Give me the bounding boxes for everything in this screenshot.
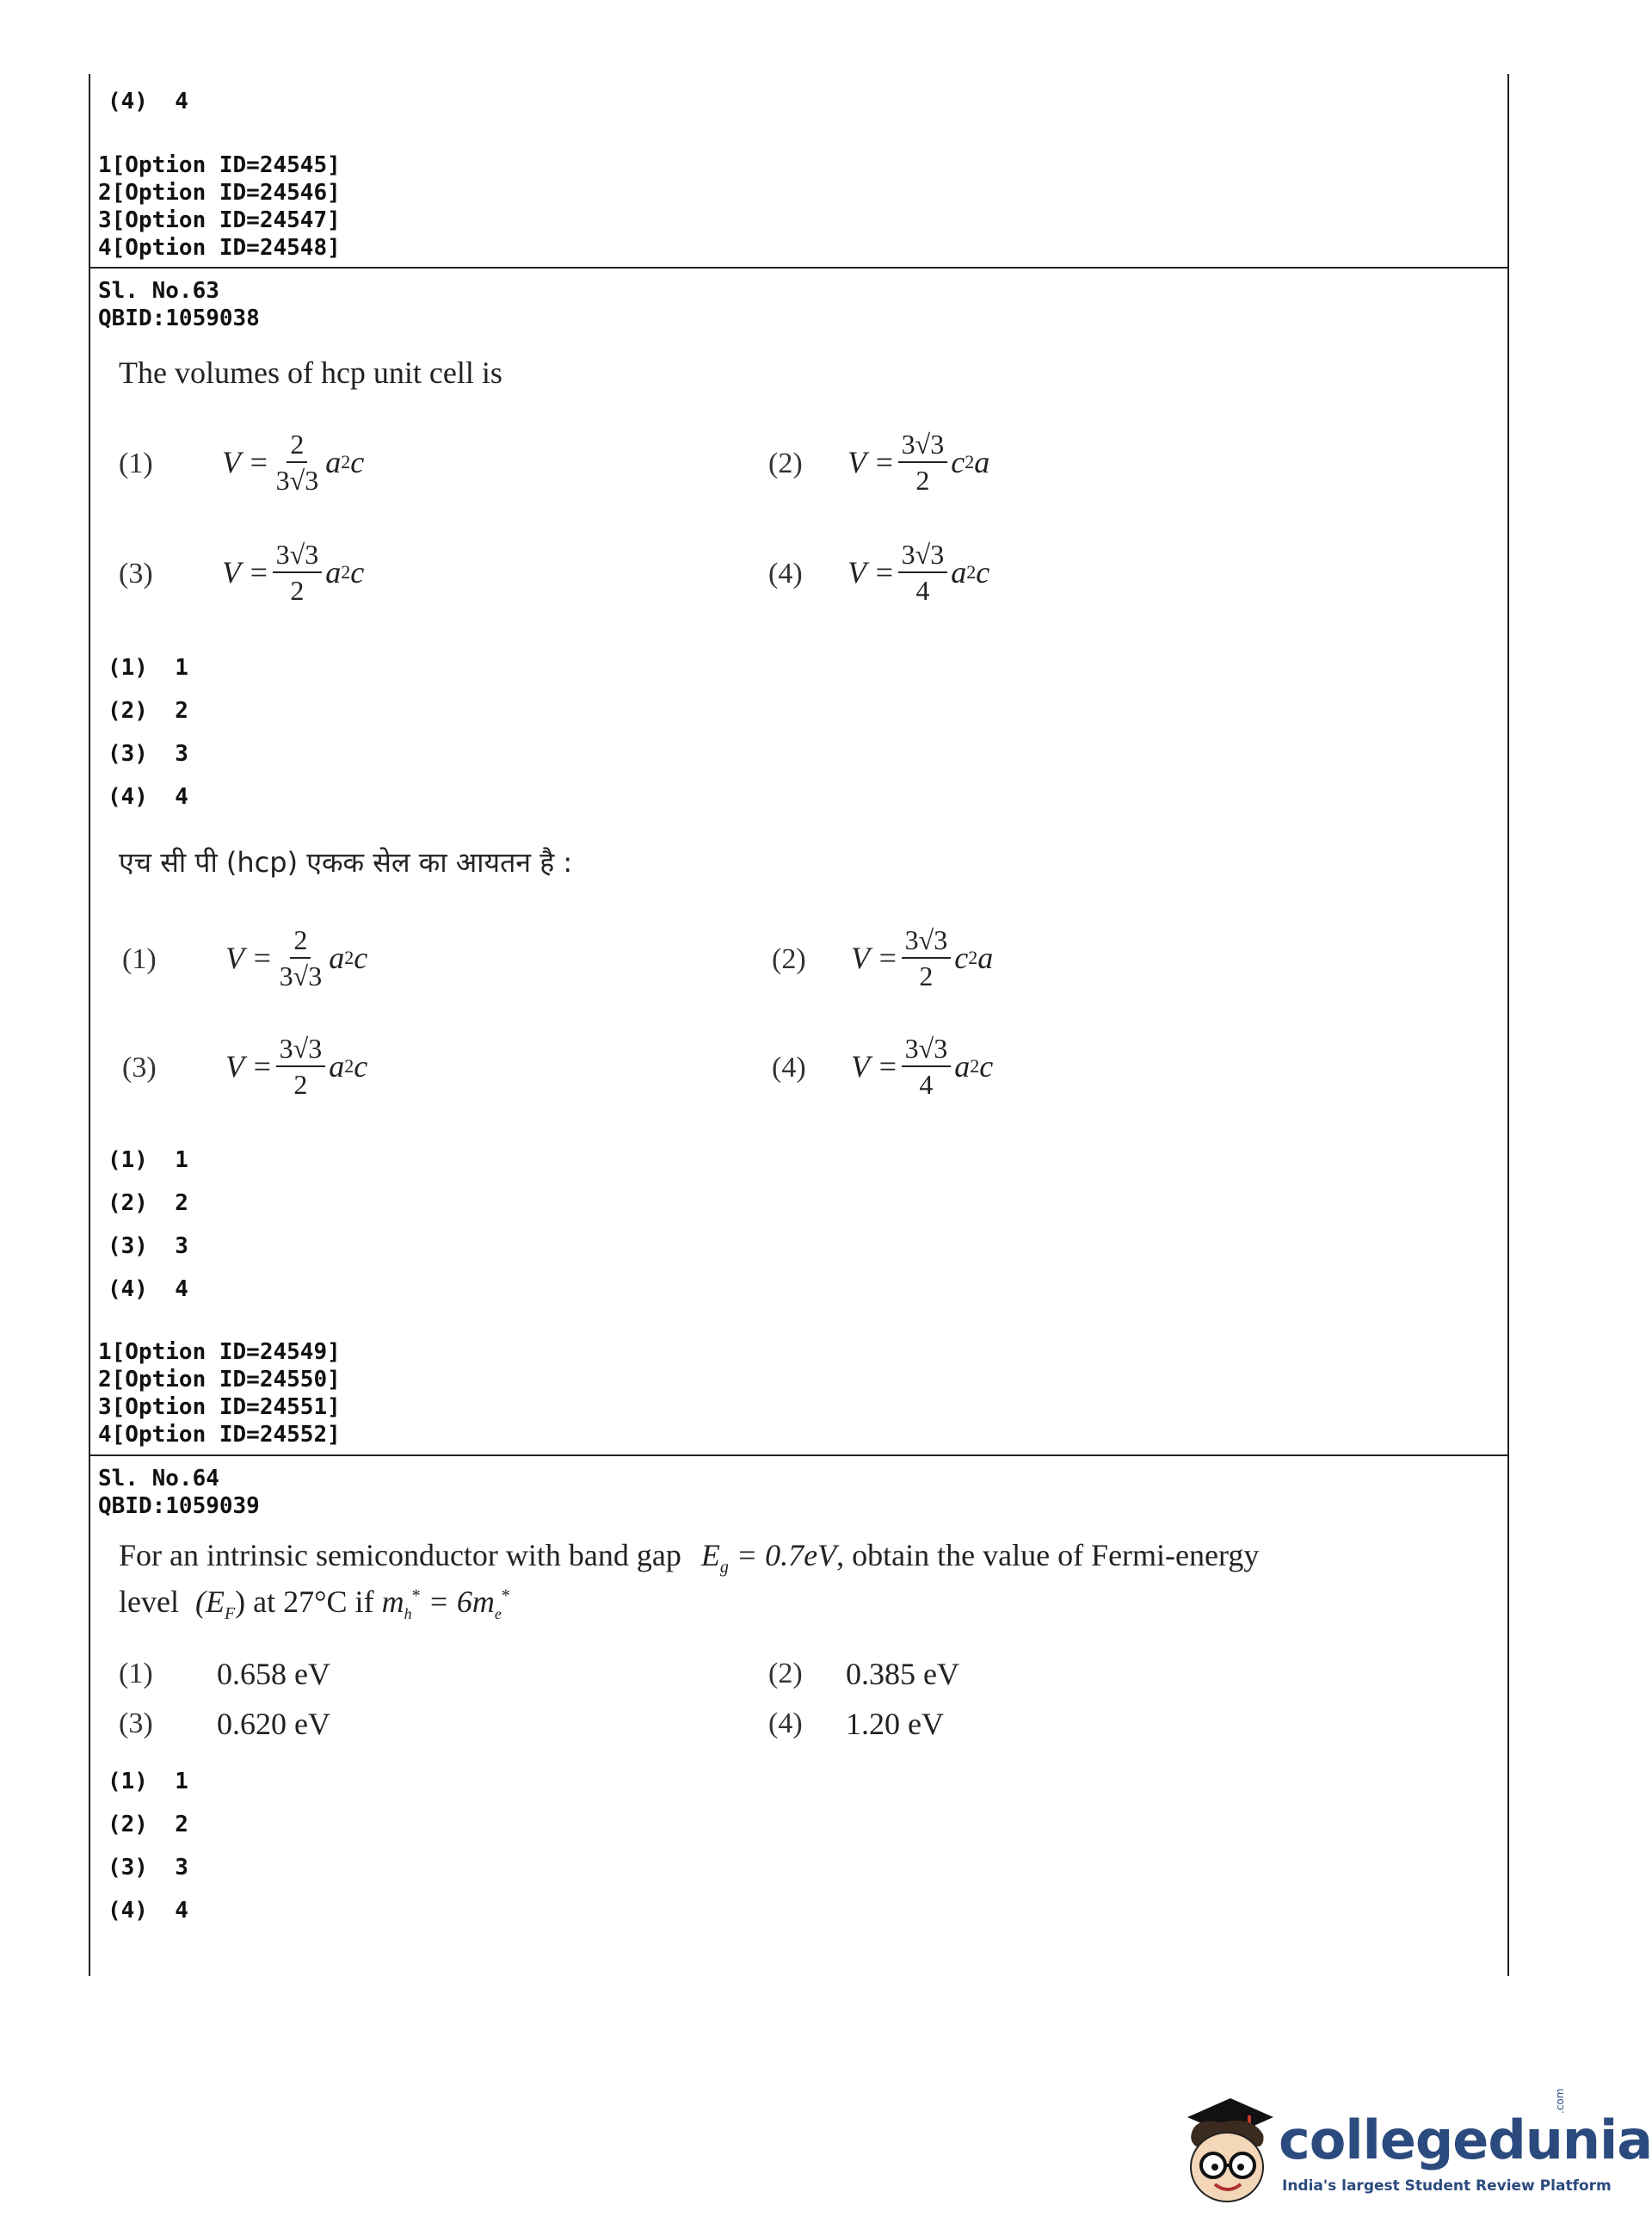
brand-name: collegedunia [1279,2109,1652,2171]
option-value: 1.20 eV [846,1707,944,1741]
option-label: (3) [119,1708,153,1739]
formula-lhs: V = [225,1049,273,1084]
option-id: 1[Option ID=24545] [98,152,341,178]
brand-tagline: India's largest Student Review Platform [1282,2177,1612,2195]
question-line-2 [119,1584,510,1624]
answer-item: (2) 2 [108,698,188,724]
formula-var: a [329,941,345,975]
formula-var: c [976,555,990,590]
option-id: 1[Option ID=24549] [98,1339,341,1365]
formula-lhs: V = [225,941,273,975]
formula-num: 2 [287,427,307,463]
formula-exp: 2 [341,451,351,472]
option-label: (3) [119,558,153,590]
formula-var: a [329,1049,345,1084]
question-text-en: The volumes of hcp unit cell is [119,355,502,390]
formula-den: 2 [293,1069,308,1100]
answer-item: (1) 1 [108,655,188,681]
option-label: (1) [119,1658,153,1689]
formula-num: 3√3 [898,537,948,573]
formula-var: c [350,445,365,479]
formula-1 [222,427,364,497]
formula-4 [848,537,989,608]
question-line-1 [119,1537,1259,1578]
formula-exp: 2 [970,1055,980,1077]
right-border [1507,74,1509,1976]
formula-var: c [951,445,965,479]
divider-63 [89,267,1509,269]
answer-item: (1) 1 [108,1147,188,1173]
formula-num: 3√3 [273,537,323,573]
formula-lhs: V = [222,555,269,590]
option-label: (2) [768,1658,803,1689]
option-id: 4[Option ID=24548] [98,235,341,261]
mass-symbol: m [381,1584,404,1619]
ef-symbol: (E [194,1584,225,1619]
qbid: QBID:1059039 [98,1493,260,1519]
mascot-icon [1170,2091,1282,2212]
option-value: 0.658 eV [217,1657,330,1691]
formula-var: a [954,1049,971,1084]
formula-2-hi [851,923,993,993]
formula-var: a [974,445,990,479]
formula-den: 4 [915,575,930,606]
formula-var: a [977,941,994,975]
formula-den: 4 [919,1069,934,1100]
question-text: level [119,1584,179,1619]
star-sup: * [411,1586,421,1605]
eg-value: = 0.7eV [736,1538,837,1572]
formula-num: 2 [290,923,311,959]
ef-sub: F [224,1604,236,1624]
mass-eq: = 6m [428,1584,495,1619]
ef-close: ) [235,1584,246,1619]
formula-2 [848,427,989,497]
answer-item: (3) 3 [108,1233,188,1259]
option-id: 3[Option ID=24551] [98,1394,341,1420]
sl-no: Sl. No.63 [98,278,219,304]
question-text-hi: एच सी पी (hcp) एकक सेल का आयतन है : [119,846,573,879]
option-label: (4) [768,558,803,590]
formula-var: c [354,941,368,975]
option-value: 0.385 eV [846,1657,959,1691]
answer-item: (2) 2 [108,1812,188,1837]
question-text: at 27°C if [253,1584,374,1619]
formula-num: 3√3 [276,1031,326,1067]
qbid: QBID:1059038 [98,306,260,331]
answer-item: (4) 4 [108,784,188,810]
formula-3-hi [225,1031,367,1102]
formula-lhs: V = [222,445,269,479]
answer-item: (1) 1 [108,1769,188,1794]
formula-var: c [354,1049,368,1084]
option-label: (2) [768,448,803,479]
question-text: , obtain the value of Fermi-energy [836,1538,1260,1572]
option-label: (3) [122,1052,157,1084]
divider-64 [89,1454,1509,1456]
formula-var: a [325,555,342,590]
formula-lhs: V = [851,941,898,975]
formula-var: c [979,1049,994,1084]
formula-den: 3√3 [279,960,323,991]
eg-symbol: E [700,1538,720,1572]
option-label: (4) [772,1052,806,1084]
option-label: (2) [772,943,806,975]
formula-exp: 2 [341,561,351,583]
brand-tld: .com [1554,2088,1566,2114]
option-value: 0.620 eV [217,1707,330,1741]
formula-den: 2 [915,465,930,496]
option-label: (1) [122,943,157,975]
formula-var: c [350,555,365,590]
formula-den: 3√3 [275,465,319,496]
formula-num: 3√3 [898,427,948,463]
formula-lhs: V = [851,1049,898,1084]
formula-num: 3√3 [902,923,952,959]
formula-1-hi [225,923,367,993]
option-id: 2[Option ID=24546] [98,180,341,206]
option-id: 3[Option ID=24547] [98,207,341,233]
formula-var: a [325,445,342,479]
answer-item: (3) 3 [108,1855,188,1880]
formula-var: c [954,941,969,975]
formula-den: 2 [290,575,305,606]
mass-sub: e [494,1605,502,1623]
formula-exp: 2 [965,451,975,472]
option-id: 2[Option ID=24550] [98,1367,341,1393]
formula-3 [222,537,364,608]
sl-no: Sl. No.64 [98,1466,219,1491]
formula-var: a [951,555,967,590]
answer-item: (4) 4 [108,1276,188,1302]
formula-exp: 2 [968,947,978,968]
formula-lhs: V = [848,555,895,590]
mass-sub: h [404,1605,412,1623]
formula-exp: 2 [966,561,977,583]
eg-sub: g [719,1558,729,1578]
formula-exp: 2 [344,1055,354,1077]
left-border [89,74,90,1976]
option-label: (1) [119,448,153,479]
option-id: 4[Option ID=24552] [98,1422,341,1448]
formula-lhs: V = [848,445,895,479]
answer-item: (4) 4 [108,1898,188,1924]
option-label: (4) [768,1708,803,1739]
formula-4-hi [851,1031,993,1102]
formula-num: 3√3 [902,1031,952,1067]
answer-line: (4) 4 [108,89,188,114]
star-sup: * [501,1586,510,1605]
collegedunia-logo[interactable] [1170,2088,1652,2212]
answer-item: (3) 3 [108,741,188,767]
answer-item: (2) 2 [108,1190,188,1216]
formula-exp: 2 [344,947,354,968]
question-text: For an intrinsic semiconductor with band gap [119,1538,681,1572]
formula-den: 2 [919,960,934,991]
